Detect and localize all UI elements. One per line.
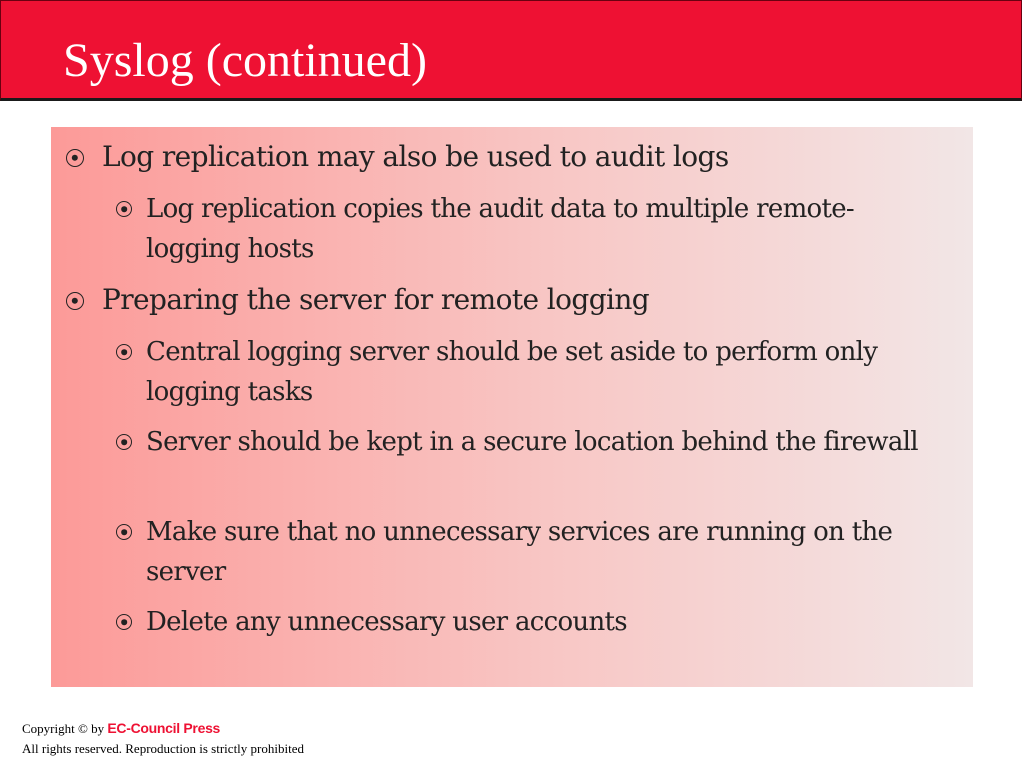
bullet-text: Preparing the server for remote logging <box>102 283 650 316</box>
circled-dot-bullet-icon <box>116 434 132 450</box>
sub-bullet-item <box>116 512 946 592</box>
bullet-item <box>66 282 946 318</box>
sub-bullet-text: Delete any unnecessary user accounts <box>146 607 627 637</box>
circled-dot-bullet-icon <box>116 344 132 360</box>
circled-dot-bullet-icon <box>66 149 84 167</box>
sub-bullet-item <box>116 422 946 462</box>
publisher-brand: EC-Council Press <box>107 720 221 736</box>
rights-notice: All rights reserved. Reproduction is strictly prohibited <box>22 741 304 756</box>
copyright-line <box>22 718 304 739</box>
bullet-text: Log replication may also be used to audit logs <box>102 140 729 173</box>
sub-bullet-text: Log replication copies the audit data to multiple remote-logging hosts <box>146 194 854 264</box>
copyright-footer <box>22 718 304 759</box>
circled-dot-bullet-icon <box>116 524 132 540</box>
copyright-prefix: Copyright © by <box>22 721 108 736</box>
sub-bullet-item <box>116 332 946 412</box>
sub-bullet-item <box>116 189 946 269</box>
sub-bullet-text: Central logging server should be set aside to perform only logging tasks <box>146 337 878 407</box>
circled-dot-bullet-icon <box>66 292 84 310</box>
circled-dot-bullet-icon <box>116 614 132 630</box>
bullet-item <box>66 139 946 175</box>
circled-dot-bullet-icon <box>116 201 132 217</box>
sub-bullet-text: Make sure that no unnecessary services are running on the server <box>146 517 893 587</box>
sub-bullet-item <box>116 602 946 642</box>
sub-bullet-text: Server should be kept in a secure location behind the firewall <box>146 427 918 457</box>
slide-title: Syslog (continued) <box>63 34 427 87</box>
title-bar <box>0 0 1022 101</box>
